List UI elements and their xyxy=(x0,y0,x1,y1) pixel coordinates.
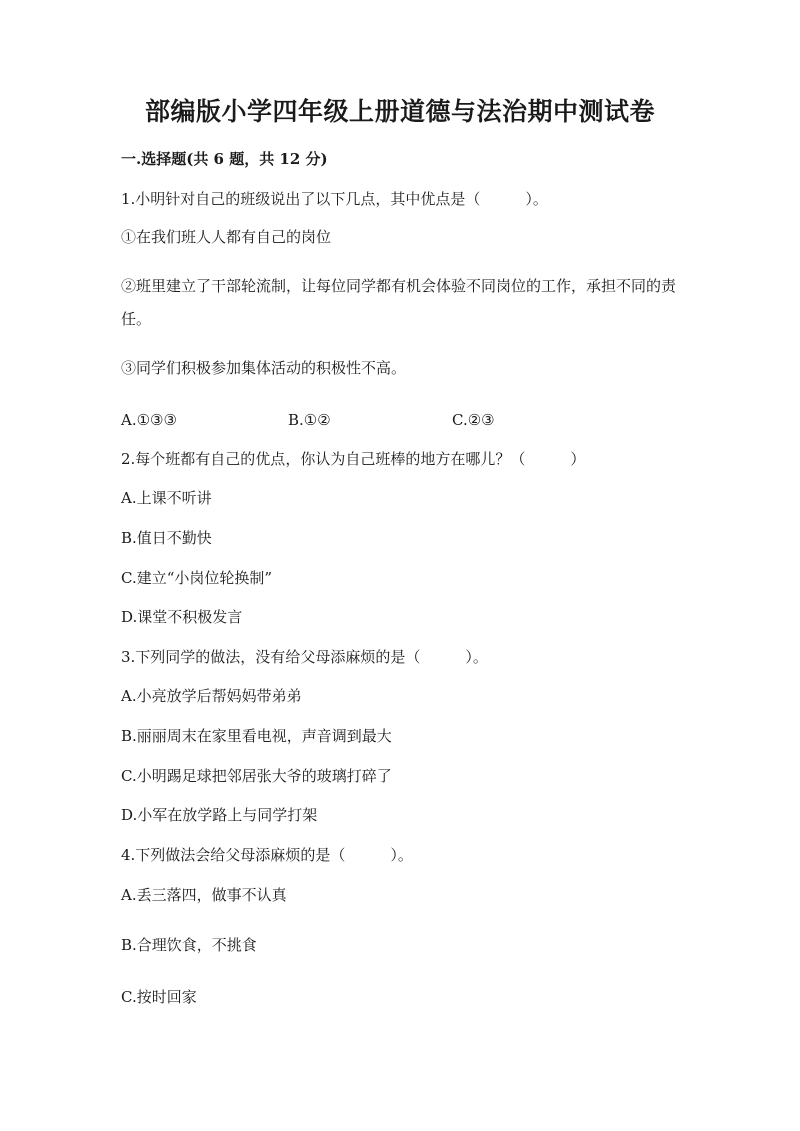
question-3-stem: 3.下列同学的做法，没有给父母添麻烦的是（ ）。 xyxy=(121,648,488,666)
question-1-option-a[interactable]: A.①③③ xyxy=(121,411,177,429)
question-4-stem: 4.下列做法会给父母添麻烦的是（ ）。 xyxy=(121,846,413,864)
question-1-statement-1: ①在我们班人人都有自己的岗位 xyxy=(121,228,332,246)
question-1-options xyxy=(121,409,681,431)
question-1-option-b[interactable]: B.①② xyxy=(288,411,331,429)
question-3-option-a[interactable]: A.小亮放学后帮妈妈带弟弟 xyxy=(121,687,302,705)
question-4-option-a[interactable]: A.丢三落四，做事不认真 xyxy=(121,886,287,904)
question-2-option-a[interactable]: A.上课不听讲 xyxy=(121,489,212,507)
question-1-statement-2: ②班里建立了干部轮流制，让每位同学都有机会体验不同岗位的工作，承担不同的责任。 xyxy=(121,277,677,328)
question-2-stem: 2.每个班都有自己的优点，你认为自己班棒的地方在哪儿？（ ） xyxy=(121,450,586,468)
question-4-option-c[interactable]: C.按时回家 xyxy=(121,988,197,1006)
question-1-statement-3: ③同学们积极参加集体活动的积极性不高。 xyxy=(121,359,407,377)
question-2-option-b[interactable]: B.值日不勤快 xyxy=(121,529,212,547)
section-heading: 一.选择题(共 6 题，共 12 分) xyxy=(121,150,328,168)
question-3-option-d[interactable]: D.小军在放学路上与同学打架 xyxy=(121,806,318,824)
exam-title: 部编版小学四年级上册道德与法治期中测试卷 xyxy=(144,97,655,126)
question-2-option-c[interactable]: C.建立“小岗位轮换制” xyxy=(121,569,273,587)
question-1-option-c[interactable]: C.②③ xyxy=(452,411,495,429)
question-3-option-c[interactable]: C.小明踢足球把邻居张大爷的玻璃打碎了 xyxy=(121,767,392,785)
question-1-stem: 1.小明针对自己的班级说出了以下几点，其中优点是（ ）。 xyxy=(121,190,548,208)
question-4-option-b[interactable]: B.合理饮食，不挑食 xyxy=(121,936,257,954)
question-3-option-b[interactable]: B.丽丽周末在家里看电视，声音调到最大 xyxy=(121,727,392,745)
question-2-option-d[interactable]: D.课堂不积极发言 xyxy=(121,608,243,626)
